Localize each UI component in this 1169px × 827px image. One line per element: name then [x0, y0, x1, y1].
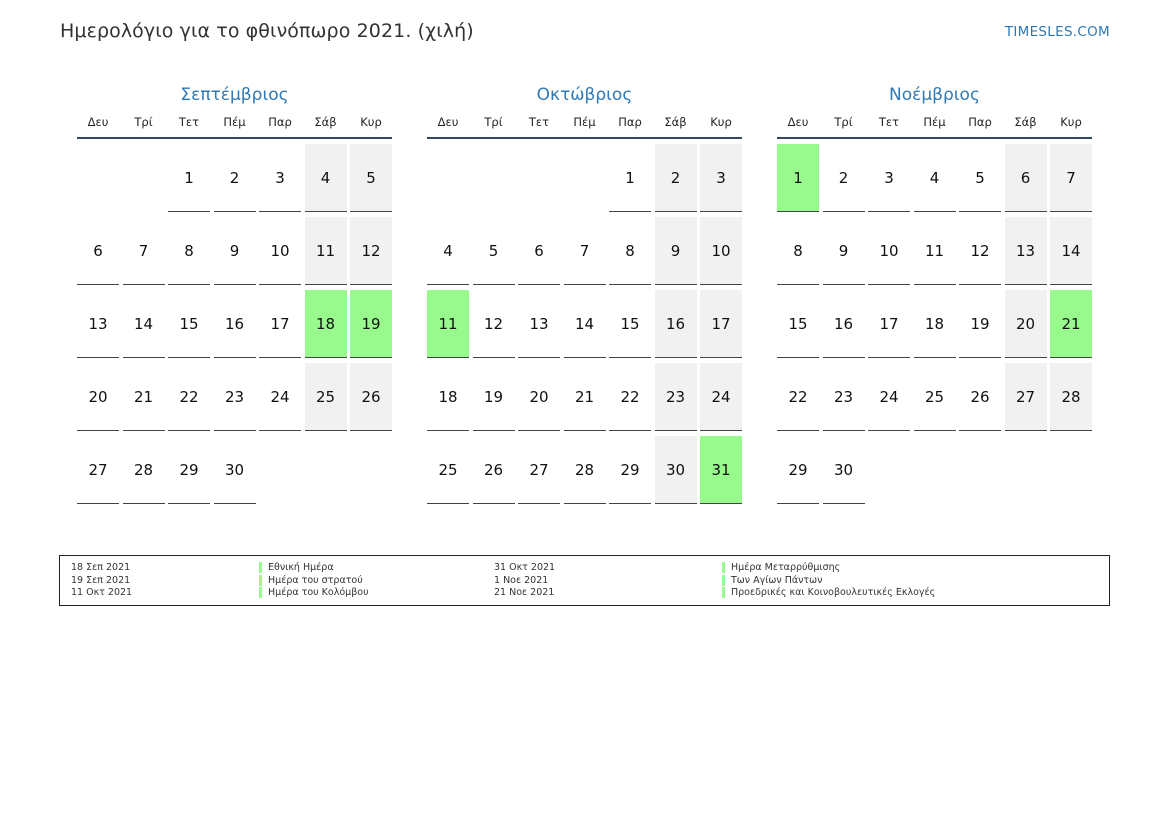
legend-holiday-name: Ημέρα του Κολόμβου: [259, 587, 369, 598]
day-cell[interactable]: 20: [77, 363, 119, 431]
weekday-label: Τρί: [134, 115, 153, 129]
empty-cell: [427, 144, 469, 212]
day-cell[interactable]: 14: [564, 290, 606, 358]
weekday-label: Τρί: [484, 115, 503, 129]
days-grid: [777, 144, 1092, 504]
day-cell[interactable]: 9: [214, 217, 256, 285]
empty-cell: [123, 144, 165, 212]
day-cell[interactable]: 6: [77, 217, 119, 285]
days-grid: [427, 144, 742, 504]
day-cell[interactable]: 19: [959, 290, 1001, 358]
empty-cell: [473, 144, 515, 212]
day-cell[interactable]: 14: [123, 290, 165, 358]
legend-holiday-name: Ημέρα Μεταρρύθμισης: [722, 562, 840, 573]
day-cell[interactable]: 8: [609, 217, 651, 285]
day-cell[interactable]: 13: [77, 290, 119, 358]
day-cell[interactable]: 16: [823, 290, 865, 358]
day-cell[interactable]: 28: [564, 436, 606, 504]
day-cell[interactable]: 4: [914, 144, 956, 212]
day-cell[interactable]: 25: [427, 436, 469, 504]
weekday-label: Παρ: [268, 115, 292, 129]
day-cell[interactable]: 23: [655, 363, 697, 431]
weekday-label: Κυρ: [360, 115, 382, 129]
empty-cell: [77, 144, 119, 212]
weekday-label: Πέμ: [223, 115, 246, 129]
day-cell[interactable]: 30: [823, 436, 865, 504]
weekday-header: [427, 108, 742, 139]
legend-names-right: [722, 562, 935, 600]
day-cell[interactable]: 2: [214, 144, 256, 212]
day-cell[interactable]: 13: [1005, 217, 1047, 285]
day-cell[interactable]: 15: [777, 290, 819, 358]
weekday-label: Δευ: [437, 115, 459, 129]
day-cell[interactable]: 6: [1005, 144, 1047, 212]
day-cell[interactable]: 1: [609, 144, 651, 212]
day-cell[interactable]: 18: [914, 290, 956, 358]
day-cell[interactable]: 2: [655, 144, 697, 212]
day-cell[interactable]: 3: [700, 144, 742, 212]
legend-date: 11 Οκτ 2021: [71, 587, 133, 599]
day-cell[interactable]: 27: [1005, 363, 1047, 431]
legend-holiday-name: Των Αγίων Πάντων: [722, 575, 822, 586]
holiday-day-cell[interactable]: 19: [350, 290, 392, 358]
day-cell[interactable]: 12: [473, 290, 515, 358]
day-cell[interactable]: 21: [123, 363, 165, 431]
day-cell[interactable]: 24: [868, 363, 910, 431]
weekday-label: Πέμ: [923, 115, 946, 129]
day-cell[interactable]: 24: [259, 363, 301, 431]
page-title: Ημερολόγιο για το φθινόπωρο 2021. (χιλή): [60, 20, 474, 42]
day-cell[interactable]: 12: [350, 217, 392, 285]
weekday-label: Πέμ: [573, 115, 596, 129]
day-cell[interactable]: 16: [655, 290, 697, 358]
holiday-day-cell[interactable]: 11: [427, 290, 469, 358]
legend-date: 19 Σεπ 2021: [71, 574, 131, 586]
weekday-label: Τετ: [528, 115, 550, 129]
weekday-label: Δευ: [87, 115, 109, 129]
day-cell[interactable]: 25: [305, 363, 347, 431]
legend-names-left: [259, 562, 369, 600]
day-cell[interactable]: 29: [777, 436, 819, 504]
day-cell[interactable]: 1: [168, 144, 210, 212]
month-calendar: [777, 84, 1092, 504]
legend-date: 21 Νοε 2021: [494, 587, 555, 599]
day-cell[interactable]: 12: [959, 217, 1001, 285]
legend-date: 18 Σεπ 2021: [71, 562, 131, 573]
day-cell[interactable]: 22: [168, 363, 210, 431]
weekday-label: Κυρ: [1060, 115, 1082, 129]
day-cell[interactable]: 7: [123, 217, 165, 285]
day-cell[interactable]: 5: [473, 217, 515, 285]
legend-holiday-name: Ημέρα του στρατού: [259, 575, 363, 586]
legend-holiday-name: Προεδρικές και Κοινοβουλευτικές Εκλογές: [722, 587, 935, 598]
day-cell[interactable]: 22: [609, 363, 651, 431]
day-cell[interactable]: 29: [609, 436, 651, 504]
empty-cell: [564, 144, 606, 212]
day-cell[interactable]: 4: [305, 144, 347, 212]
day-cell[interactable]: 24: [700, 363, 742, 431]
weekday-label: Σάβ: [664, 115, 687, 129]
day-cell[interactable]: 2: [823, 144, 865, 212]
weekday-label: Δευ: [787, 115, 809, 129]
day-cell[interactable]: 5: [959, 144, 1001, 212]
weekday-header: [777, 108, 1092, 139]
day-cell[interactable]: 7: [1050, 144, 1092, 212]
day-cell[interactable]: 22: [777, 363, 819, 431]
day-cell[interactable]: 18: [427, 363, 469, 431]
day-cell[interactable]: 16: [214, 290, 256, 358]
day-cell[interactable]: 15: [609, 290, 651, 358]
weekday-header: [77, 108, 392, 139]
weekday-label: Παρ: [968, 115, 992, 129]
day-cell[interactable]: 7: [564, 217, 606, 285]
day-cell[interactable]: 27: [518, 436, 560, 504]
weekday-label: Παρ: [618, 115, 642, 129]
month-title: Οκτώβριος: [536, 85, 633, 105]
day-cell[interactable]: 4: [427, 217, 469, 285]
day-cell[interactable]: 30: [655, 436, 697, 504]
month-title: Νοέμβριος: [889, 85, 980, 105]
day-cell[interactable]: 20: [518, 363, 560, 431]
legend-holiday-name: Εθνική Ημέρα: [259, 562, 334, 573]
day-cell[interactable]: 29: [168, 436, 210, 504]
holiday-day-cell[interactable]: 21: [1050, 290, 1092, 358]
day-cell[interactable]: 8: [168, 217, 210, 285]
day-cell[interactable]: 5: [350, 144, 392, 212]
day-cell[interactable]: 11: [914, 217, 956, 285]
day-cell[interactable]: 20: [1005, 290, 1047, 358]
day-cell[interactable]: 17: [868, 290, 910, 358]
holiday-day-cell[interactable]: 1: [777, 144, 819, 212]
weekday-label: Σάβ: [314, 115, 337, 129]
legend-dates-right: [494, 562, 555, 600]
day-cell[interactable]: 10: [868, 217, 910, 285]
site-link[interactable]: TIMESLES.COM: [1004, 24, 1110, 40]
month-title: Σεπτέμβριος: [180, 85, 289, 105]
weekday-label: Σάβ: [1014, 115, 1037, 129]
day-cell[interactable]: 26: [959, 363, 1001, 431]
day-cell[interactable]: 26: [473, 436, 515, 504]
holiday-day-cell[interactable]: 18: [305, 290, 347, 358]
legend-date: 1 Νοε 2021: [494, 574, 549, 586]
day-cell[interactable]: 19: [473, 363, 515, 431]
day-cell[interactable]: 17: [700, 290, 742, 358]
day-cell[interactable]: 9: [823, 217, 865, 285]
days-grid: [77, 144, 392, 504]
day-cell[interactable]: 28: [123, 436, 165, 504]
day-cell[interactable]: 3: [868, 144, 910, 212]
holiday-day-cell[interactable]: 31: [700, 436, 742, 504]
day-cell[interactable]: 14: [1050, 217, 1092, 285]
day-cell[interactable]: 9: [655, 217, 697, 285]
day-cell[interactable]: 25: [914, 363, 956, 431]
legend-date: 31 Οκτ 2021: [494, 562, 556, 573]
day-cell[interactable]: 27: [77, 436, 119, 504]
month-calendar: [77, 84, 392, 504]
month-calendar: [427, 84, 742, 504]
day-cell[interactable]: 6: [518, 217, 560, 285]
legend-dates-left: [71, 562, 132, 600]
holiday-legend: [59, 555, 1110, 606]
day-cell[interactable]: 30: [214, 436, 256, 504]
day-cell[interactable]: 10: [700, 217, 742, 285]
day-cell[interactable]: 26: [350, 363, 392, 431]
day-cell[interactable]: 15: [168, 290, 210, 358]
day-cell[interactable]: 10: [259, 217, 301, 285]
day-cell[interactable]: 23: [214, 363, 256, 431]
empty-cell: [518, 144, 560, 212]
day-cell[interactable]: 21: [564, 363, 606, 431]
day-cell[interactable]: 3: [259, 144, 301, 212]
day-cell[interactable]: 23: [823, 363, 865, 431]
day-cell[interactable]: 28: [1050, 363, 1092, 431]
day-cell[interactable]: 17: [259, 290, 301, 358]
weekday-label: Τετ: [878, 115, 900, 129]
day-cell[interactable]: 8: [777, 217, 819, 285]
weekday-label: Τρί: [834, 115, 853, 129]
day-cell[interactable]: 11: [305, 217, 347, 285]
day-cell[interactable]: 13: [518, 290, 560, 358]
weekday-label: Τετ: [178, 115, 200, 129]
weekday-label: Κυρ: [710, 115, 732, 129]
